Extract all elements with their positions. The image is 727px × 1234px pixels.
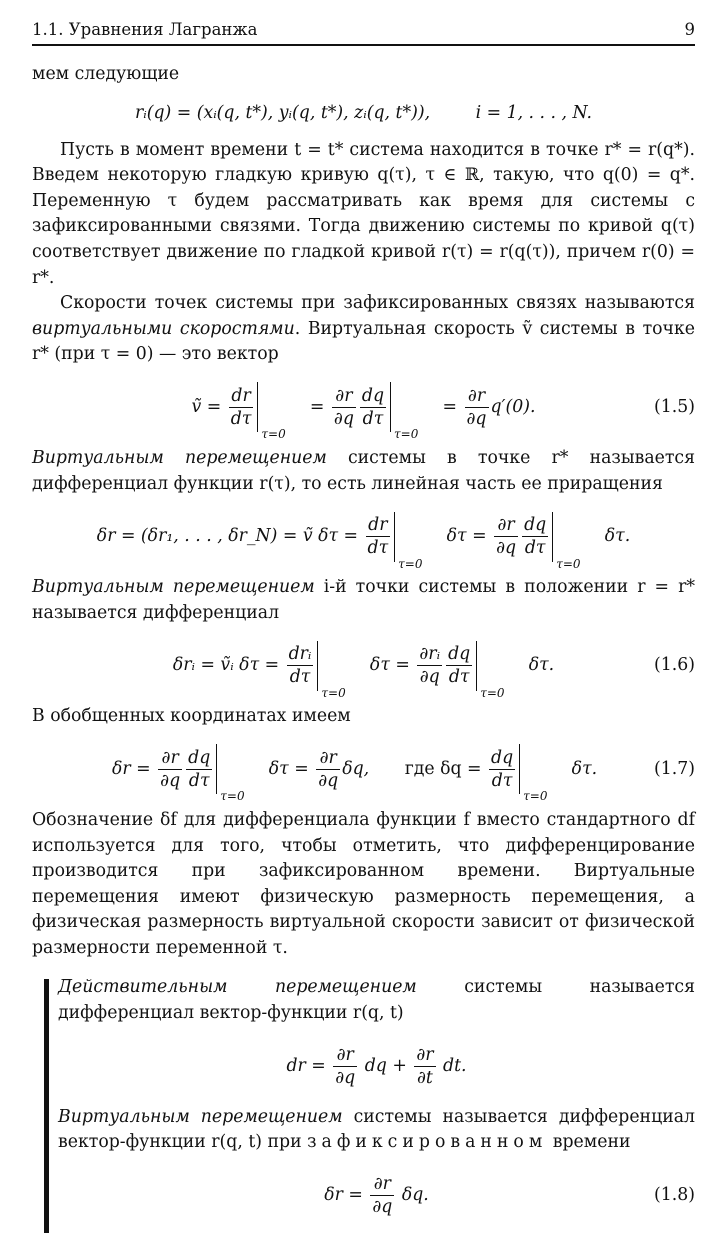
box-text-2-rest: системы называется дифференциал вектор-функции r(q, t) при: [58, 1106, 695, 1153]
term-virtual-displacement-3: Виртуальным перемещением: [58, 1106, 343, 1127]
eq15-f1n: dr: [229, 385, 254, 408]
eqdr-sub: τ=0: [398, 556, 423, 571]
equation-1-7: [32, 739, 695, 804]
eq15-frac-2: [332, 385, 356, 430]
equation-r-range: i = 1, . . . , N.: [475, 102, 593, 123]
p2-text-b: . Виртуальная скорость ṽ системы в точке r* (при τ = 0) — это вектор: [32, 318, 696, 365]
eqdr-mid: δτ =: [446, 526, 487, 547]
eqb-fd: ∂q: [372, 1196, 393, 1217]
eqa-lhs: dr =: [286, 1055, 326, 1076]
eq17-f2d: dτ: [188, 770, 210, 791]
eqa-f2d: ∂t: [417, 1067, 433, 1088]
eq16-sub-2: τ=0: [480, 685, 505, 700]
eq17-f1d: ∂q: [160, 770, 181, 791]
eqdr-eval-bar-2: [552, 512, 593, 571]
eqb-lhs: δr =: [324, 1184, 363, 1205]
eq17-sub: τ=0: [220, 789, 245, 804]
eq15-f4d: ∂q: [466, 408, 487, 429]
eqdr-fn: dr: [366, 514, 391, 537]
eq15-f3d: dτ: [362, 408, 384, 429]
eq17-eval-bar: [216, 744, 257, 804]
intro-text: мем следующие: [32, 64, 180, 84]
box-text-2-end: времени: [547, 1132, 631, 1153]
eq17-tail: δτ.: [571, 758, 598, 779]
eq16-eval-bar-2: [476, 641, 517, 700]
eq17-frac-1: [158, 747, 182, 792]
eq16-lhs: δrᵢ = ṽᵢ δτ =: [172, 655, 280, 676]
eqa-mid: dq +: [364, 1055, 407, 1076]
eq16-fd: dτ: [289, 667, 311, 688]
eqdr-frac-2: [494, 514, 518, 559]
eq17-eval-bar-2: [519, 744, 560, 804]
equation-dr: [58, 1036, 695, 1096]
eq15-f2n: ∂r: [332, 385, 356, 408]
box-text-1: [58, 975, 695, 1026]
eq17-f2n: dq: [188, 747, 211, 768]
eq15-lhs: ṽ =: [191, 396, 222, 417]
eq16-eval-bar: [317, 641, 358, 700]
equation-r-lhs: rᵢ(q) = (xᵢ(q, t*), yᵢ(q, t*), zᵢ(q, t*)),: [134, 102, 431, 123]
eq17-f3n: ∂r: [316, 747, 340, 770]
eqb-fn: ∂r: [370, 1173, 394, 1196]
paragraph-2: [32, 291, 695, 368]
paragraph-1: Пусть в момент времени t = t* система находится в точке r* = r(q*). Введем некоторую гладкую кривую q(τ), τ ∈ ℝ, такую, что q(0) = q*. Переменную τ будем рассматривать как время для системы с зафиксированными связями. Тогда движению системы по кривой q(τ) соответствует движение по гладкой кривой r(τ) = r(q(τ)), причем r(0) = r*.: [32, 139, 695, 288]
paragraph-5: В обобщенных координатах имеем: [32, 706, 351, 727]
eq16-tail: δτ.: [528, 655, 555, 676]
eq16-mid: δτ =: [369, 655, 410, 676]
eqa-f1n: ∂r: [333, 1044, 357, 1067]
paragraph-6: Обозначение δf для дифференциала функции f вместо стандартного df используется для того, чтобы отметить, что дифференцирование производится при зафиксированном времени. Виртуальные перемещения имеют физическую размерность перемещения, а физическая размерность виртуальной скорости зависит от физической размерности переменной τ.: [32, 809, 695, 958]
eq15-eval-bar-2: [390, 382, 431, 442]
spaced-word: зафиксированном: [307, 1132, 548, 1153]
eq15-eq-2: =: [442, 396, 457, 417]
page-number: 9: [684, 20, 695, 39]
equation-1-8: [58, 1165, 695, 1225]
p4-text: i-й точки системы в положении r = r* называется дифференциал: [32, 577, 695, 623]
eq17-where: где δq =: [404, 758, 482, 779]
box-text-1-rest: системы называется дифференциал вектор-функции r(q, t): [58, 977, 696, 1024]
equation-delta-r: [32, 506, 695, 571]
eq15-f1d: dτ: [230, 408, 252, 429]
eq16-f3n: dq: [448, 644, 471, 665]
section-title: 1.1. Уравнения Лагранжа: [32, 20, 258, 39]
box-text-2: [58, 1105, 695, 1156]
eqdr-fd: dτ: [367, 538, 389, 559]
eq15-f4n: ∂r: [465, 385, 489, 408]
eq17-mid2: δq,: [342, 758, 370, 779]
eqb-tail: δq.: [401, 1184, 429, 1205]
eq15-sub-2: τ=0: [394, 427, 419, 442]
eq17-sub-2: τ=0: [523, 789, 548, 804]
eq16-f2n: ∂rᵢ: [419, 644, 441, 665]
equation-number-1-6: (1.6): [654, 655, 695, 676]
eqdr-frac-1: [366, 514, 391, 559]
eq17-frac-3: [316, 747, 340, 792]
eq16-fn: drᵢ: [288, 644, 312, 665]
eq17-f3d: ∂q: [318, 770, 339, 791]
eq17-mid: δτ =: [268, 758, 309, 779]
eqdr-tail: δτ.: [604, 526, 631, 547]
p3-text: системы в точке r* называется дифференциал функции r(τ), то есть линейная часть ее приращения: [32, 447, 695, 494]
eqdr-frac-3: [522, 514, 548, 559]
eqdr-eval-bar: [394, 512, 435, 571]
eq16-frac-1: [287, 643, 314, 688]
eq15-sub: τ=0: [261, 427, 286, 442]
equation-number-1-7: (1.7): [654, 758, 695, 779]
eq16-frac-3: [446, 643, 472, 688]
eq16-frac-2: [417, 643, 442, 688]
eq16-sub: τ=0: [321, 685, 346, 700]
eq15-eval-bar: [257, 382, 298, 442]
eqa-tail: dt.: [443, 1055, 467, 1076]
definition-box: [32, 975, 695, 1224]
eq17-f1n: ∂r: [158, 747, 182, 770]
eqa-f2n: ∂r: [416, 1044, 434, 1065]
eq17-frac-4: [489, 747, 515, 792]
term-virtual-displacement: Виртуальным перемещением: [32, 447, 327, 468]
running-header: [32, 14, 695, 46]
eqdr-f3n: dq: [524, 515, 547, 536]
eq15-f2d: ∂q: [333, 408, 354, 429]
eqa-frac-1: [333, 1044, 357, 1089]
equation-r: [32, 97, 695, 129]
eq15-eq: =: [309, 396, 325, 417]
eq17-f4n: dq: [491, 747, 514, 768]
eq16-f3d: dτ: [448, 667, 470, 688]
eqa-f1d: ∂q: [335, 1067, 356, 1088]
page-body: [32, 62, 695, 1234]
paragraph-4: [32, 575, 695, 626]
eq17-lhs: δr =: [112, 758, 151, 779]
paragraph-3: [32, 446, 695, 497]
eqdr-sub-2: τ=0: [556, 556, 581, 571]
eq15-frac-3: [360, 385, 386, 430]
term-virtual-velocities: виртуальными скоростями: [32, 318, 295, 339]
eq16-f2d: ∂q: [419, 667, 440, 688]
p2-text-a: Скорости точек системы при зафиксированных связях называются: [60, 293, 695, 314]
equation-1-5: [32, 377, 695, 442]
eq15-f3n: dq: [361, 385, 385, 406]
equation-1-6: [32, 635, 695, 700]
eqdr-f2n: ∂r: [494, 514, 518, 537]
eq17-frac-2: [186, 747, 212, 792]
term-virtual-displacement-2: Виртуальным перемещением: [32, 577, 315, 598]
eq15-frac-4: [465, 385, 489, 430]
equation-number-1-8: (1.8): [654, 1184, 695, 1205]
eq15-tail: q′(0).: [490, 396, 536, 417]
eqa-frac-2: [414, 1044, 435, 1089]
equation-number-1-5: (1.5): [654, 396, 695, 417]
eq17-f4d: dτ: [491, 770, 513, 791]
eqdr-f2d: ∂q: [496, 538, 517, 559]
eqb-frac: [370, 1173, 394, 1218]
eq15-frac-1: [229, 385, 254, 430]
term-actual-displacement: Действительным перемещением: [58, 977, 417, 998]
eqdr-lhs: δr = (δr₁, . . . , δr_N) = ṽ δτ =: [96, 526, 359, 547]
eqdr-f3d: dτ: [524, 538, 546, 559]
